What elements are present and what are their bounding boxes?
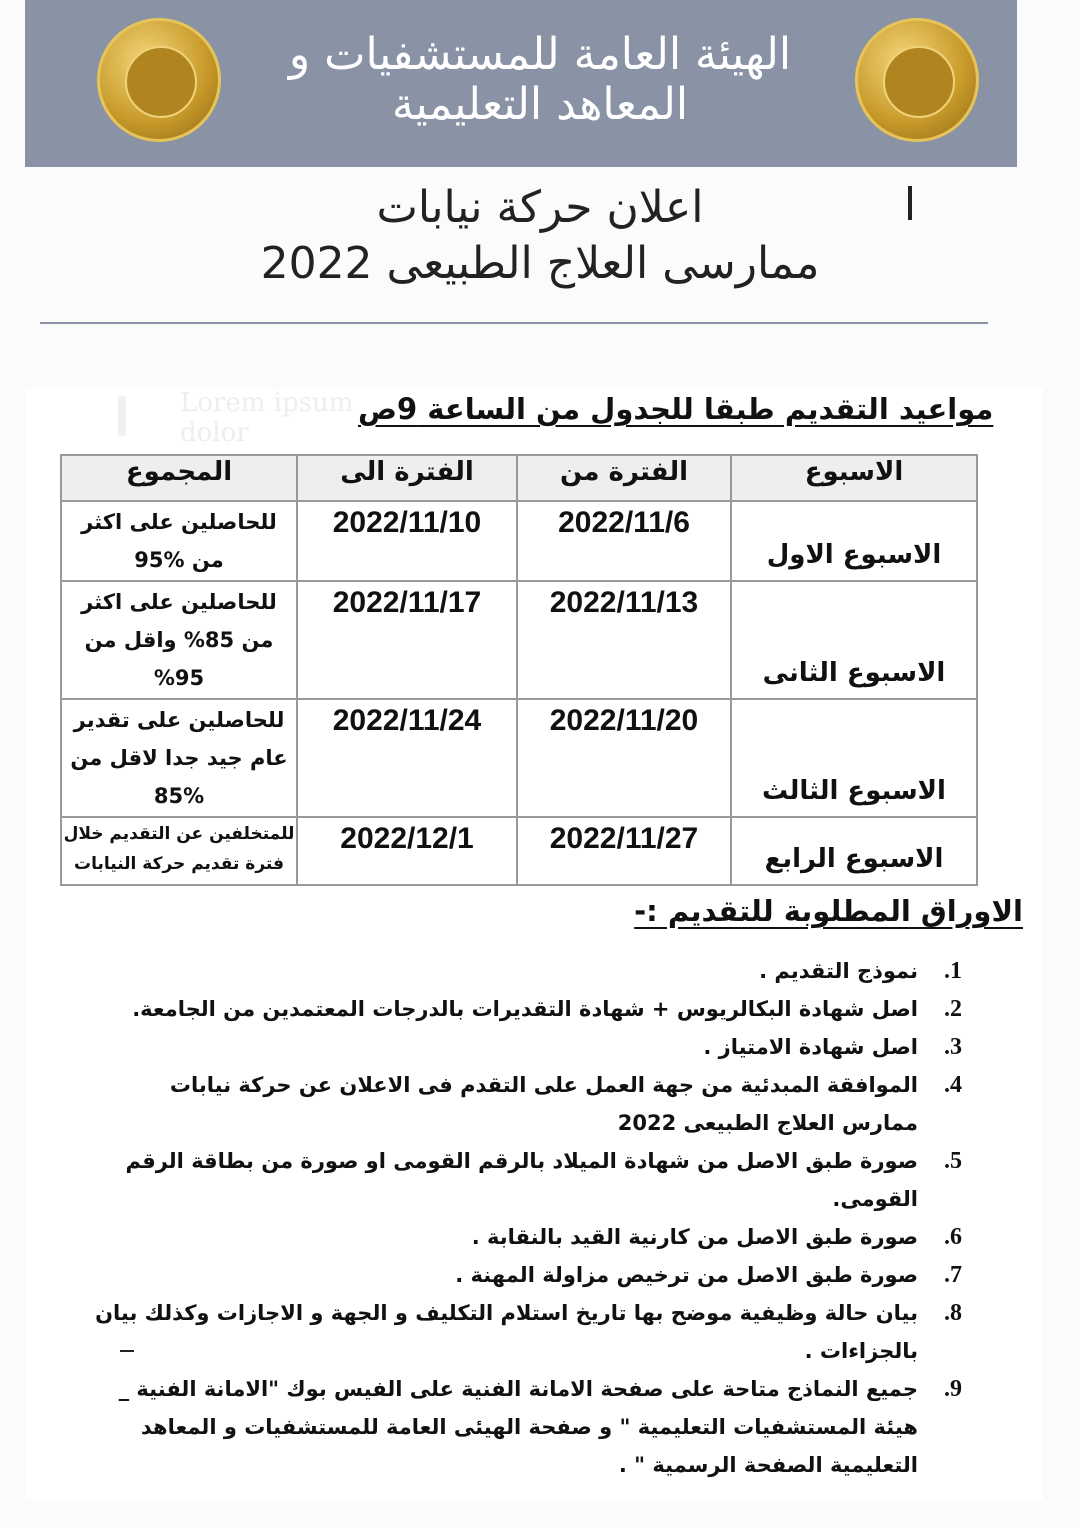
from-date-cell: 2022/11/6 bbox=[517, 501, 731, 581]
table-row bbox=[61, 699, 977, 817]
group-cell: للحاصلين على تقدير عام جيد جدا لاقل من %85 bbox=[61, 699, 297, 817]
from-date-cell: 2022/11/20 bbox=[517, 699, 731, 817]
placeholder-ghost-text bbox=[118, 388, 358, 448]
divider bbox=[40, 322, 988, 324]
table-row bbox=[61, 501, 977, 581]
item-number: 6. bbox=[944, 1224, 962, 1250]
announcement-title-line1: اعلان حركة نيابات bbox=[376, 182, 704, 233]
item-number: 9. bbox=[944, 1376, 962, 1402]
group-cell: للمتخلفين عن التقديم خلال فترة تقديم حركة النيابات bbox=[61, 817, 297, 885]
group-cell: للحاصلين على اكثر من 85% واقل من 95% bbox=[61, 581, 297, 699]
item-text: صورة طبق الاصل من كارنية القيد بالنقابة . bbox=[471, 1225, 918, 1249]
required-documents-list bbox=[88, 952, 962, 1484]
item-number: 8. bbox=[944, 1300, 962, 1326]
schedule-title-row bbox=[25, 388, 1043, 454]
group-cell: للحاصلين على اكثر من %95 bbox=[61, 501, 297, 581]
list-item bbox=[88, 1294, 962, 1370]
ghost-text-line2: dolor bbox=[180, 418, 249, 448]
table-row bbox=[61, 581, 977, 699]
schedule-title: مواعيد التقديم طبقا للجدول من الساعة 9ص bbox=[358, 392, 994, 426]
right-seal-logo bbox=[855, 18, 979, 142]
left-seal-logo bbox=[97, 18, 221, 142]
week-cell: الاسبوع الثانى bbox=[731, 581, 977, 699]
item-number: 4. bbox=[944, 1072, 962, 1098]
item-text: صورة طبق الاصل من شهادة الميلاد بالرقم القومى او صورة من بطاقة الرقم القومى. bbox=[125, 1149, 918, 1211]
item-text: جميع النماذج متاحة على صفحة الامانة الفنية على الفيس بوك "الامانة الفنية _ هيئة المستشفيات التعليمية " و صفحة الهيئى العامة للمستشفيات و المعاهد التعليمية الصفحة الرسمية " . bbox=[118, 1377, 918, 1477]
ghost-text-line1: Lorem ipsum bbox=[180, 388, 354, 418]
from-date-cell: 2022/11/13 bbox=[517, 581, 731, 699]
organization-name-line2: المعاهد التعليمية bbox=[391, 79, 689, 130]
to-date-cell: 2022/12/1 bbox=[297, 817, 517, 885]
header-banner bbox=[25, 0, 1017, 167]
required-documents-title: الاوراق المطلوبة للتقديم :- bbox=[634, 894, 1023, 928]
item-text: صورة طبق الاصل من ترخيص مزاولة المهنة . bbox=[455, 1263, 918, 1287]
week-cell: الاسبوع الثالث bbox=[731, 699, 977, 817]
header-week: الاسبوع bbox=[731, 455, 977, 501]
item-number: 5. bbox=[944, 1148, 962, 1174]
document-sheet bbox=[25, 388, 1043, 1500]
list-item bbox=[88, 1256, 962, 1294]
item-text: نموذج التقديم . bbox=[759, 959, 918, 983]
list-item bbox=[88, 1066, 962, 1142]
item-number: 7. bbox=[944, 1262, 962, 1288]
item-text: بيان حالة وظيفية موضح بها تاريخ استلام التكليف و الجهة و الاجازات وكذلك بيان بالجزاءات . bbox=[95, 1301, 918, 1363]
list-item bbox=[88, 1370, 962, 1484]
item-text: اصل شهادة الامتياز . bbox=[703, 1035, 918, 1059]
item-number: 2. bbox=[944, 996, 962, 1022]
from-date-cell: 2022/11/27 bbox=[517, 817, 731, 885]
list-item bbox=[88, 1028, 962, 1066]
header-group: المجموع bbox=[61, 455, 297, 501]
organization-name-line1: الهيئة العامة للمستشفيات و bbox=[288, 29, 792, 80]
to-date-cell: 2022/11/24 bbox=[297, 699, 517, 817]
item-number: 3. bbox=[944, 1034, 962, 1060]
to-date-cell: 2022/11/10 bbox=[297, 501, 517, 581]
list-item bbox=[88, 1142, 962, 1218]
announcement-title bbox=[160, 180, 920, 292]
stray-dash bbox=[120, 1350, 134, 1352]
header-from: الفترة من bbox=[517, 455, 731, 501]
week-cell: الاسبوع الرابع bbox=[731, 817, 977, 885]
item-number: 1. bbox=[944, 958, 962, 984]
item-text: اصل شهادة البكالريوس + شهادة التقديرات بالدرجات المعتمدين من الجامعة. bbox=[132, 997, 918, 1021]
to-date-cell: 2022/11/17 bbox=[297, 581, 517, 699]
header-to: الفترة الى bbox=[297, 455, 517, 501]
table-header-row bbox=[61, 455, 977, 501]
list-item bbox=[88, 952, 962, 990]
week-cell: الاسبوع الاول bbox=[731, 501, 977, 581]
list-item bbox=[88, 990, 962, 1028]
table-row bbox=[61, 817, 977, 885]
schedule-table bbox=[60, 454, 978, 886]
list-item bbox=[88, 1218, 962, 1256]
announcement-title-line2: ممارسى العلاج الطبيعى 2022 bbox=[260, 238, 820, 289]
item-text: الموافقة المبدئية من جهة العمل على التقدم فى الاعلان عن حركة نيابات ممارس العلاج الطبيعى 2022 bbox=[169, 1073, 918, 1135]
organization-name bbox=[230, 30, 850, 130]
